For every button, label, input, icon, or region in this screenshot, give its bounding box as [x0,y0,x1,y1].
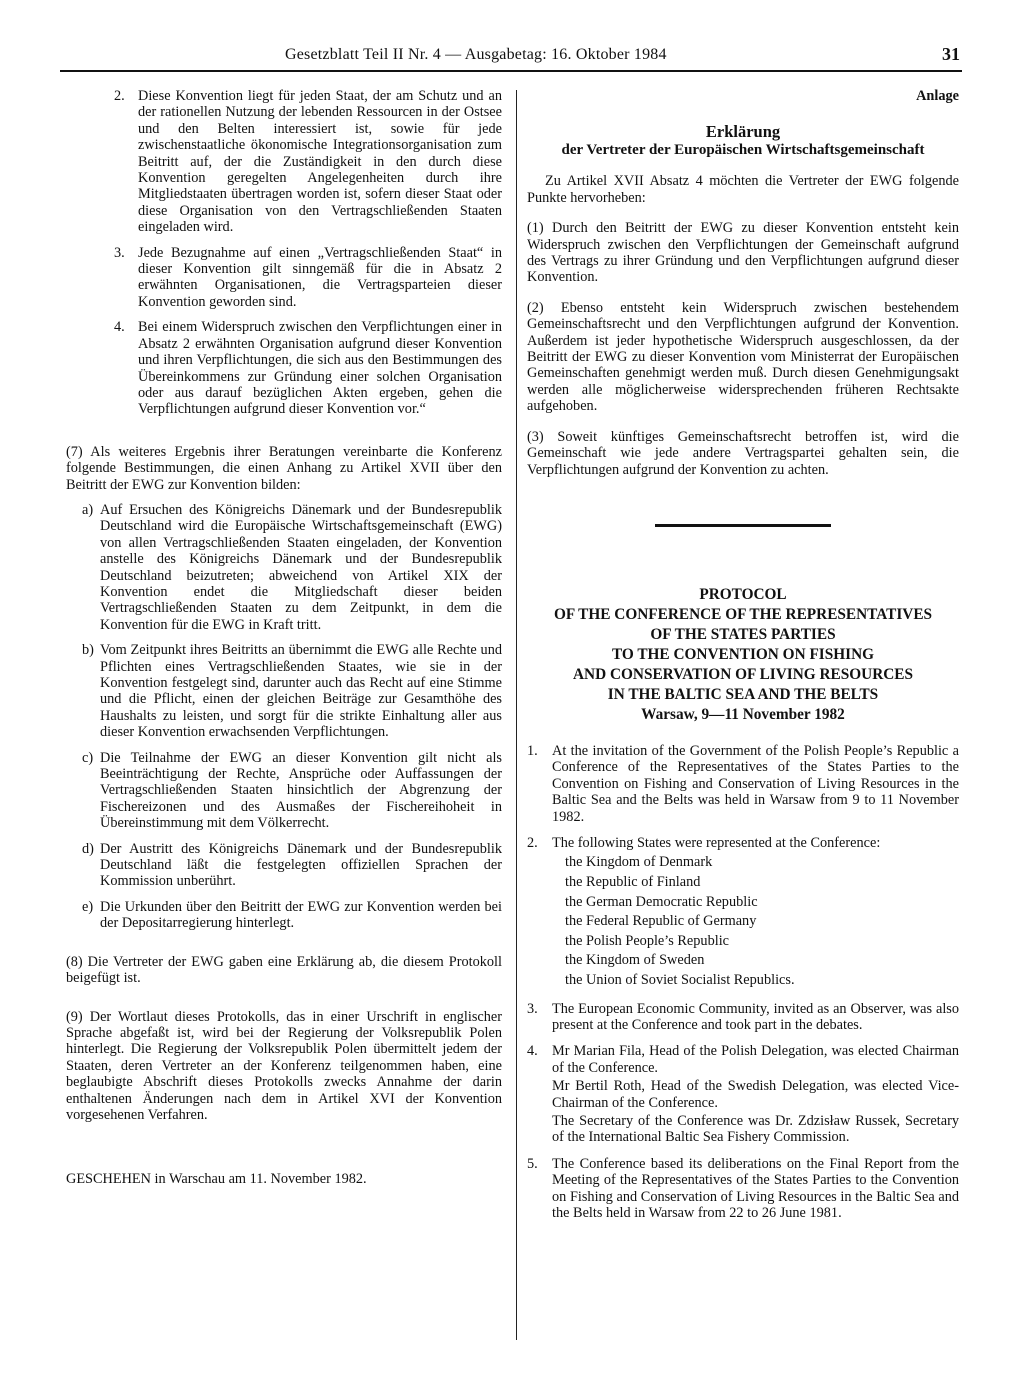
list-item [66,245,502,311]
item-text: At the invitation of the Government of the Polish People’s Republic a Conference of the Representatives of the States Parties to the Convention on Fishing and Conservation of Living Resources in the Baltic Sea and the Belts was held in Warsaw from 9 to 11 November 1982. [552,742,959,825]
state-entry: the Kingdom of Sweden [565,952,705,969]
left-column [66,88,502,1188]
item-letter: a) [82,501,94,518]
annex-label: Anlage [916,88,959,104]
item-text: Diese Konvention liegt für jeden Staat, der am Schutz und an der rationellen Nutzung der lebenden Ressourcen in der Ostsee und den Belten interessiert ist, sowie für jede zwischenstaatliche ökonomische Integrationsorganisation zum Beitritt auf, der die Zuständigkeit in den durch diese Konvention geregelten Angelegenheiten durch ihre Mitgliedstaaten übertragen worden ist, sofern dieser Staat oder diese Organisation von den Vertragschließenden Staaten eingeladen wird. [138,88,502,236]
item-text: The Conference based its deliberations on the Final Report from the Meeting of the Representatives of the States Parties to the Convention on Fishing and Conservation of Living Resources in the Baltic Sea and the Belts held in Warsaw from 22 to 26 June 1981. [552,1155,959,1221]
list-item [527,1043,959,1145]
item-text: Mr Marian Fila, Head of the Polish Delegation, was elected Chairman of the Conference. [552,1043,959,1076]
item-number: 4. [527,1043,538,1060]
item-text: The following States were represented at the Conference: [552,834,881,851]
list-item [82,841,502,890]
item-text: Bei einem Widerspruch zwischen den Verpflichtungen einer in Absatz 2 erwähnten Organisation aufgrund dieser Konvention und ihren Verpflichtungen, die sich aus den Bestimmungen des Übereinkommens zur Gründung einer solchen Organisation oder aus darauf bezüglichen Akten ergeben, gehen die Verpflichtungen aufgrund dieser Konvention vor.“ [138,319,502,418]
item-letter: c) [82,749,94,766]
header-title: Gesetzblatt Teil II Nr. 4 — Ausgabetag: 16. Oktober 1984 [285,46,667,63]
state-entry: the Republic of Finland [565,873,701,890]
declaration-intro: Zu Artikel XVII Absatz 4 möchten die Vertreter der EWG folgende Punkte hervorheben: [527,173,959,206]
declaration-point: (1) Durch den Beitritt der EWG zu dieser Konvention entsteht kein Widerspruch zwischen den Verpflichtungen der Gemeinschaft aufgrund des Vertrags zu ihrer Gründung und den Verpflichtungen aufgrund dieser Konvention. [527,220,959,286]
column-divider [516,90,517,1340]
list-item [527,1001,959,1034]
protocol-title-line: IN THE BALTIC SEA AND THE BELTS [607,685,879,703]
list-item [527,743,959,825]
right-column [527,88,959,1231]
item-text: Jede Bezugnahme auf einen „Vertragschließenden Staat“ in dieser Konvention gilt sinngemäß für die in Absatz 2 erwähnten Organisationen, die Vertragsparteien dieser Konvention geworden sind. [138,244,502,310]
item-text: Die Urkunden über den Beitritt der EWG zur Konvention werden bei der Depositarregierung hinterlegt. [100,898,502,932]
list-item [82,899,502,932]
list-item [527,835,959,991]
protocol-title-line: TO THE CONVENTION ON FISHING [611,645,875,663]
state-entry: the Polish People’s Republic [565,932,730,949]
protocol-place-date: Warsaw, 9—11 November 1982 [641,705,845,723]
item-letter: d) [82,840,94,857]
protocol-title-line: OF THE CONFERENCE OF THE REPRESENTATIVES [553,605,933,623]
item-text: The European Economic Community, invited as an Observer, was also present at the Conference and took part in the debates. [552,1000,959,1033]
list-item [527,1156,959,1222]
item-letter: e) [82,898,94,915]
declaration-subtitle: der Vertreter der Europäischen Wirtschaftsgemeinschaft [561,142,925,159]
list-item [82,502,502,633]
item-number: 2. [114,88,125,104]
protocol-title-line: AND CONSERVATION OF LIVING RESOURCES [572,665,914,683]
declaration-title: Erklärung [705,122,781,142]
item-text: Auf Ersuchen des Königreichs Dänemark und der Bundesrepublik Deutschland wird die Europäische Wirtschaftsgemeinschaft (EWG) von allen Vertragschließenden Staaten eingeladen, der Konvention anstelle des Königreichs Dänemark und der Bundesrepublik Deutschland beizutreten; abweichend von Artikel XIX der Konvention endet die Mitgliedschaft dieser beiden Vertragschließenden Staaten zu dem Zeitpunkt, in dem die Konvention für die EWG in Kraft tritt. [100,501,502,633]
protocol-title-line: OF THE STATES PARTIES [650,625,836,643]
item-text: Vom Zeitpunkt ihres Beitritts an übernimmt die EWG alle Rechte und Pflichten eines Vertragschließenden Staates, wie sie in der Konvention festgelegt sind, darunter auch das Recht auf eine Stimme und die Pflicht, einen der gleichen Beiträge zur Gesamthöhe des Haushalts zu leisten, und sorgt für die strikte Einhaltung aller aus dieser Konvention erwachsenden Verpflichtungen. [100,642,502,741]
list-item [82,642,502,740]
item-text: The Secretary of the Conference was Dr. Zdzisław Russek, Secretary of the International Baltic Sea Fishery Commission. [552,1112,959,1146]
item-number: 2. [527,834,538,851]
declaration-point: (2) Ebenso entsteht kein Widerspruch zwischen bestehendem Gemeinschaftsrecht und den Verpflichtungen aufgrund der Konvention. Außerdem ist jeder hypothetische Widerspruch ausgeschlossen, da der Beitritt der EWG zu dieser Konvention vom Ministerrat der Europäischen Gemeinschaften genehmigt werden muß. Durch diesen Genehmigungsakt werden alle möglicherweise widersprechenden früheren Rechtsakte aufgehoben. [527,299,959,415]
signature-line: GESCHEHEN in Warschau am 11. November 1982. [66,1171,367,1188]
item-number: 4. [114,319,125,336]
list-item [66,319,502,417]
paragraph-8: (8) Die Vertreter der EWG gaben eine Erklärung ab, die diesem Protokoll beigefügt ist. [66,953,502,987]
state-entry: the Union of Soviet Socialist Republics. [565,971,795,988]
paragraph-9: (9) Der Wortlaut dieses Protokolls, das in einer Urschrift in englischer Sprache abgefaßt ist, wird bei der Regierung der Volksrepublik Polen hinterlegt. Die Regierung der Volksrepublik Polen übermittelt jedem der Staaten, deren Vertreter an der Konferenz teilgenommen haben, eine beglaubigte Abschrift dieses Protokolls zwecks Annahme der darin enthaltenen Änderungen nach dem in Artikel XVI der Konvention vorgesehenen Verfahren. [66,1008,502,1123]
paragraph-7: (7) Als weiteres Ergebnis ihrer Beratungen vereinbarte die Konferenz folgende Bestimmungen, die einen Anhang zu Artikel XVII über den Beitritt der EWG zur Konvention bilden: [66,443,502,493]
list-item [66,88,502,236]
page-number: 31 [942,44,960,64]
item-letter: b) [82,642,94,659]
list-item [82,750,502,832]
section-rule [655,524,831,527]
page-header [60,44,962,72]
item-text: Der Austritt des Königreichs Dänemark und der Bundesrepublik Deutschland läßt die festgelegten offiziellen Sprachen der Kommission unberührt. [100,840,502,890]
protocol-title-line: PROTOCOL [699,585,787,603]
state-entry: the Federal Republic of Germany [565,913,757,930]
item-text: Die Teilnahme der EWG an dieser Konvention gilt nicht als Beeinträchtigung der Rechte, Ansprüche oder Auffassungen der Vertragschließenden Staaten hinsichtlich der Abgrenzung der Fischereizonen und des Ausmaßes der Fischereihoheit in Übereinstimmung mit dem Völkerrecht. [100,749,502,832]
item-number: 3. [527,1000,538,1017]
item-number: 5. [527,1155,538,1172]
state-entry: the German Democratic Republic [565,893,758,910]
state-entry: the Kingdom of Denmark [565,854,713,871]
item-text: Mr Bertil Roth, Head of the Swedish Delegation, was elected Vice-Chairman of the Conference. [552,1078,959,1111]
item-number: 3. [114,244,125,261]
states-list [552,853,959,990]
declaration-point: (3) Soweit künftiges Gemeinschaftsrecht betroffen ist, wird die Gemeinschaft wie jede andere Vertragspartei gehalten sein, die Verpflichtungen aufgrund der Konvention zu achten. [527,428,959,478]
item-number: 1. [527,742,538,759]
